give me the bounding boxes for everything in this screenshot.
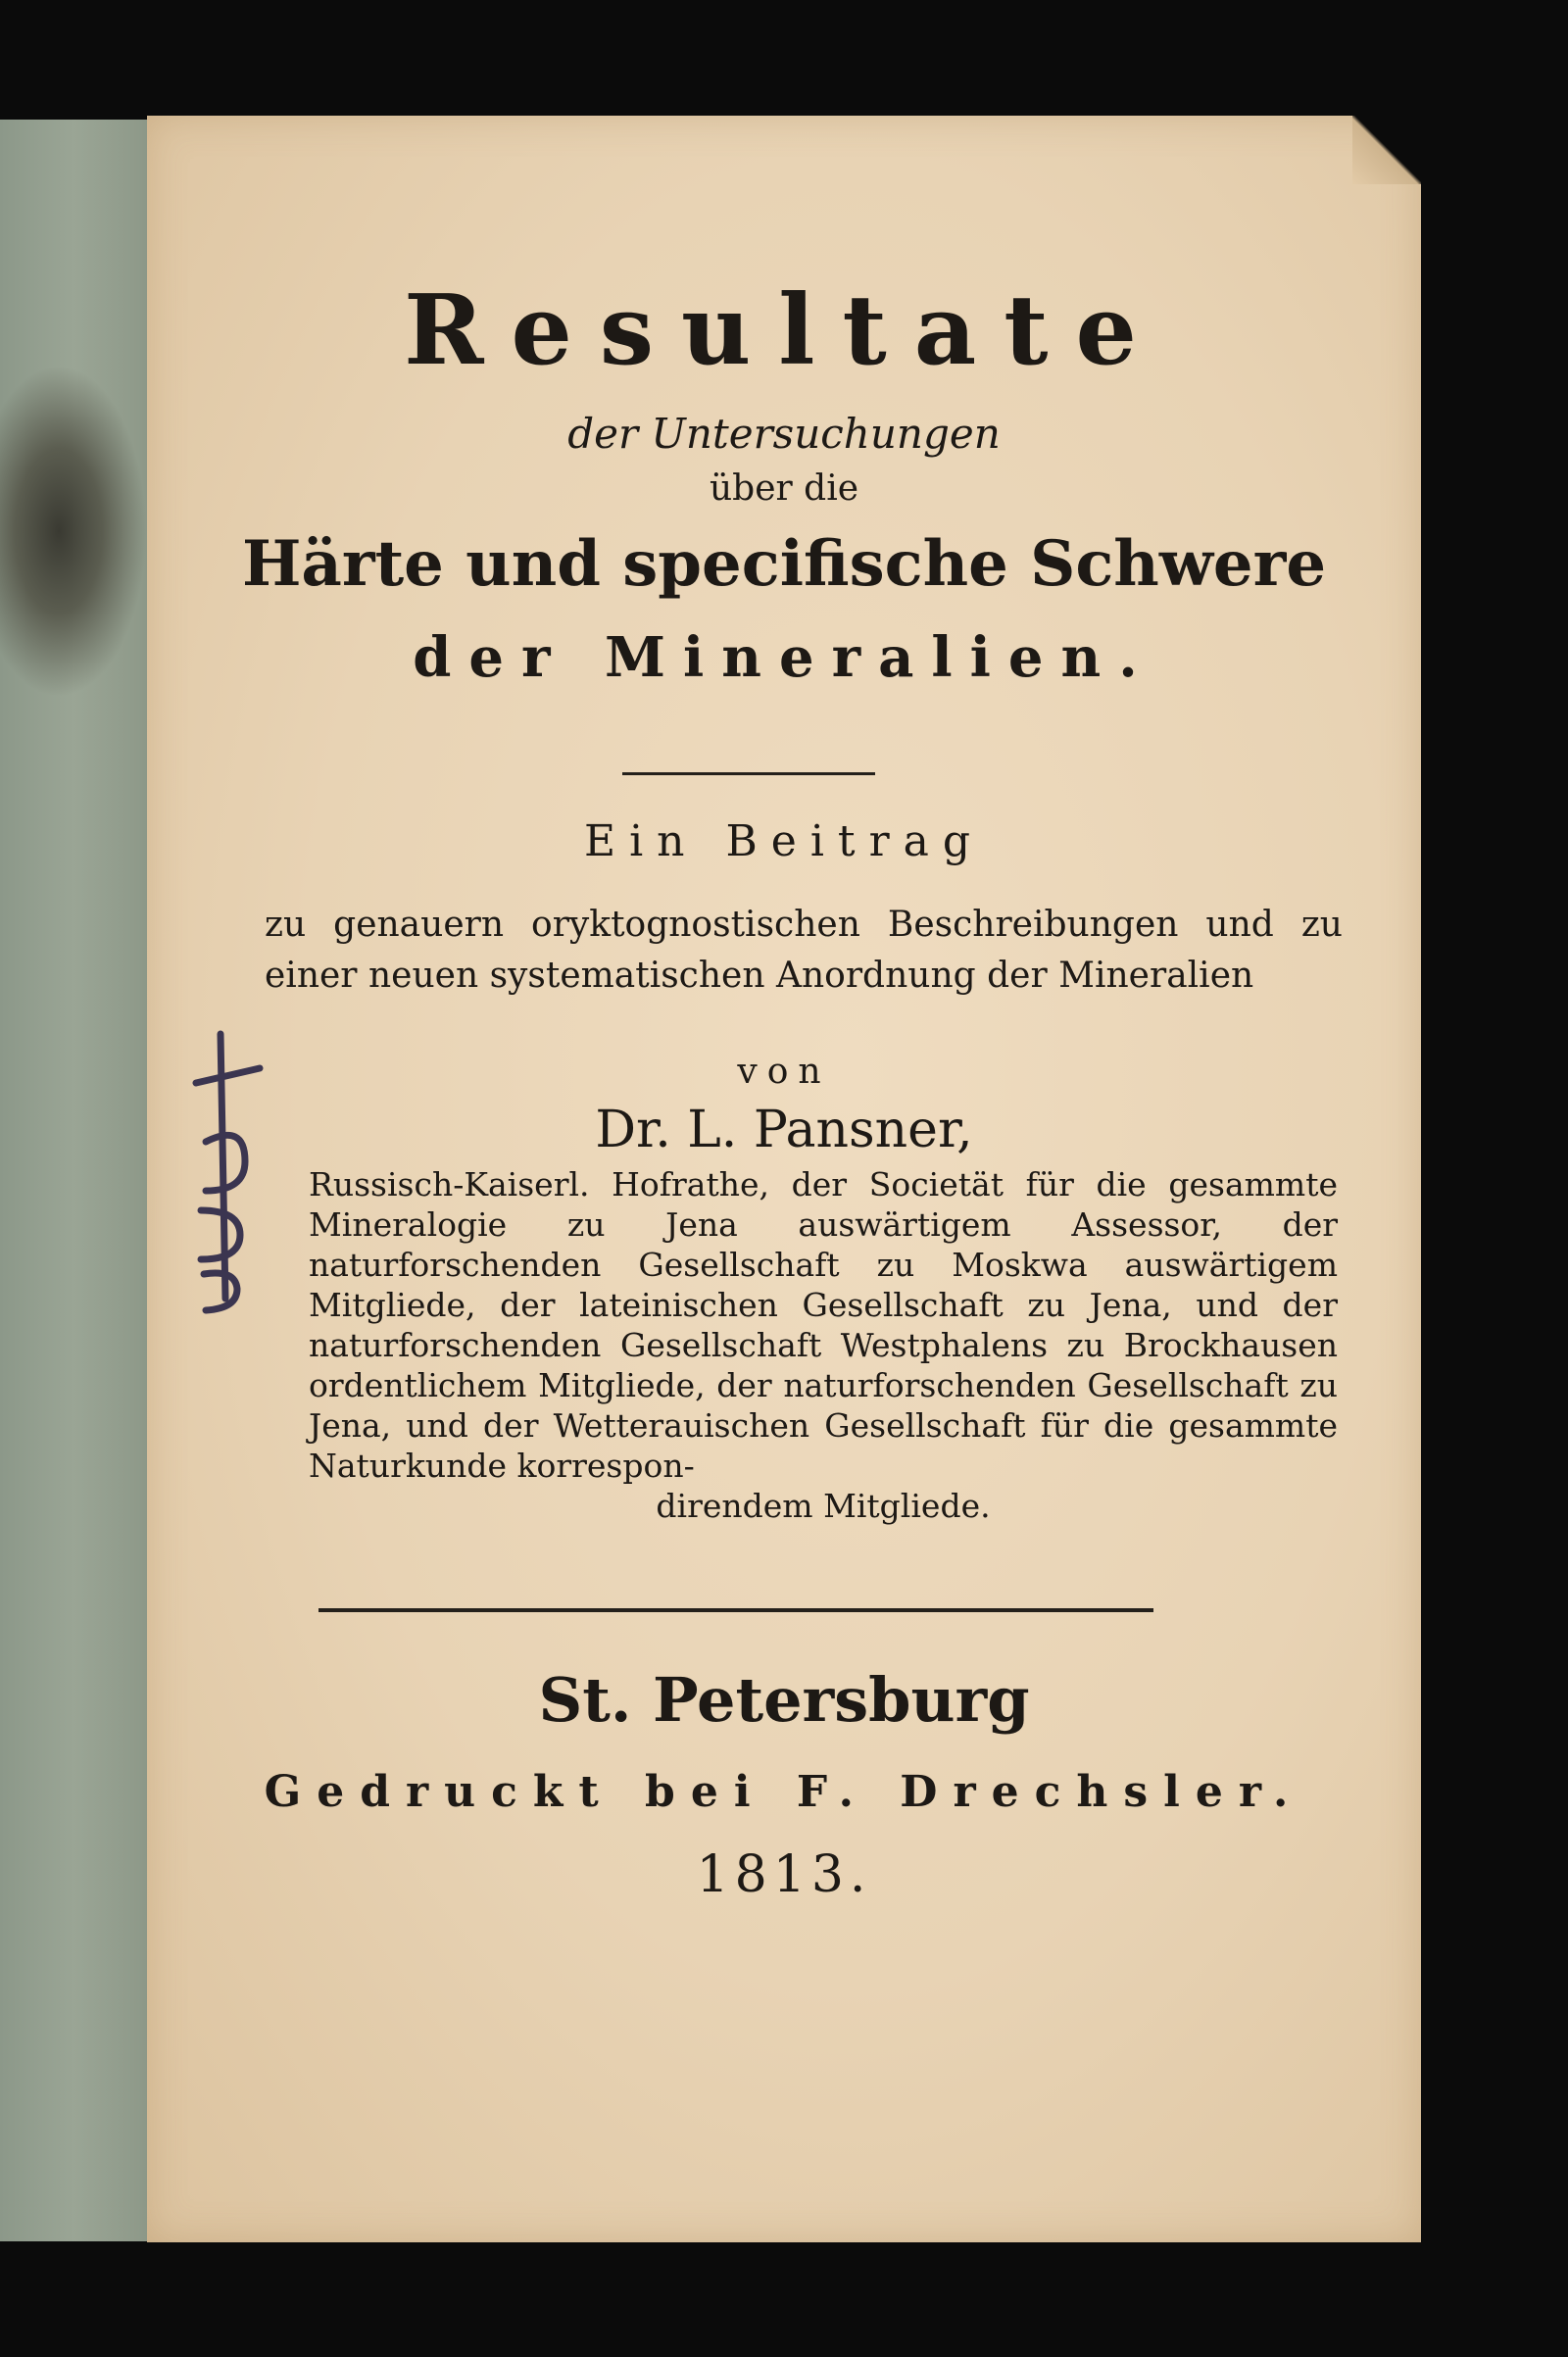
- printer-line: Gedruckt bei F. Drechsler.: [264, 1767, 1304, 1817]
- publication-place: St. Petersburg: [538, 1664, 1030, 1736]
- title-page-content: [147, 116, 1421, 2242]
- spine-tear: [0, 365, 147, 698]
- divider-short: [622, 772, 875, 775]
- author-titles-text: Russisch-Kaiserl. Hofrathe, der Societät für die gesammte Mineralogie zu Jena auswärtigem Assessor, der naturforschenden Gesellschaft zu Moskwa auswärtigem Mitgliede, der lateinischen Gesellschaft zu Jena, und der naturforschenden Gesellschaft Westphalens zu Brockhausen ordentlichem Mitgliede, der naturforschenden Gesellschaft zu Jena, und der Wetterauischen Gesellschaft für die gesammte Naturkunde korrespon-: [309, 1165, 1338, 1485]
- contribution-heading: Ein Beitrag: [583, 816, 985, 866]
- author-titles: [309, 1164, 1338, 1526]
- subtitle-line-3: Härte und specifische Schwere: [241, 527, 1327, 601]
- author-name: Dr. L. Pansner,: [595, 1101, 973, 1159]
- divider-long: [318, 1608, 1153, 1612]
- subtitle-line-1: der Untersuchungen: [567, 410, 1001, 458]
- contribution-text: zu genauern oryktognostischen Beschreibungen und zu einer neuen systematischen Anordnung der Mineralien: [265, 905, 1343, 996]
- book-title: Resultate: [404, 274, 1164, 387]
- author-titles-end: direndem Mitgliede.: [656, 1487, 991, 1525]
- publication-year: 1813.: [696, 1845, 872, 1904]
- by-line: von: [737, 1052, 831, 1092]
- subtitle-line-2: über die: [709, 468, 859, 509]
- handwritten-shelfmark: [186, 1024, 274, 1318]
- subtitle-line-4: der Mineralien.: [413, 625, 1155, 690]
